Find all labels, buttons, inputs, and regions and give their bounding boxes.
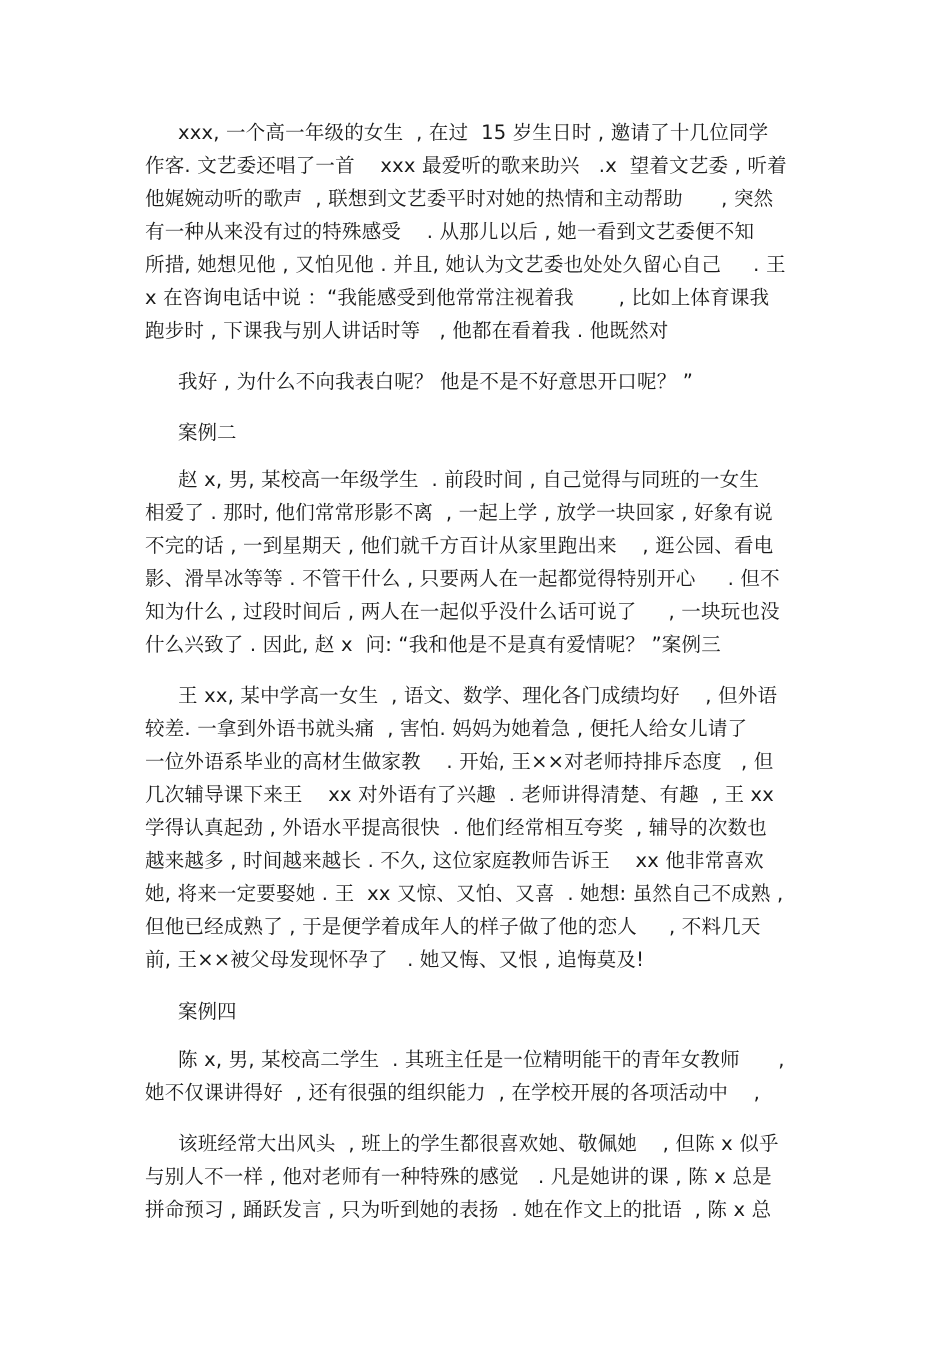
text-line: 她, 将来一定要娶她 . 王 xx 又惊、又怕、又喜 . 她想: 虽然自己不成熟 , [145,882,784,905]
text-line: 越来越多 , 时间越来越长 . 不久, 这位家庭教师告诉王 xx 他非常喜欢 [145,849,764,872]
text-line: 跑步时 , 下课我与别人讲话时等 , 他都在看着我 . 他既然对 [145,319,669,342]
case-four-heading: 案例四 [178,1000,237,1023]
text-line: xxx, 一个高一年级的女生 , 在过 15 岁生日时 , 邀请了十几位同学 [178,121,769,144]
text-line: 影、滑旱冰等等 . 不管干什么 , 只要两人在一起都觉得特别开心 . 但不 [145,567,780,590]
text-line: 相爱了 . 那时, 他们常常形影不离 , 一起上学 , 放学一块回家 , 好象有说 [145,501,773,524]
text-line: 前, 王××被父母发现怀孕了 . 她又悔、又恨 , 追悔莫及! [145,948,645,971]
text-line: 作客. 文艺委还唱了一首 xxx 最爱听的歌来助兴 .x 望着文艺委 , 听着 [145,154,787,177]
text-line: 有一种从来没有过的特殊感受 . 从那儿以后 , 她一看到文艺委便不知 [145,220,755,243]
text-line: 较差. 一拿到外语书就头痛 , 害怕. 妈妈为她着急 , 便托人给女儿请了 [145,717,748,740]
text-line: 一位外语系毕业的高材生做家教 . 开始, 王××对老师持排斥态度 , 但 [145,750,774,773]
text-line: 知为什么 , 过段时间后 , 两人在一起似乎没什么话可说了 , 一块玩也没 [145,600,780,623]
text-line: 陈 x, 男, 某校高二学生 . 其班主任是一位精明能干的青年女教师 , [178,1048,785,1071]
text-line: 与别人不一样 , 他对老师有一种特殊的感觉 . 凡是她讲的课 , 陈 x 总是 [145,1165,772,1188]
text-line: 拼命预习 , 踊跃发言 , 只为听到她的表扬 . 她在作文上的批语 , 陈 x 总 [145,1198,772,1221]
case-two-heading: 案例二 [178,421,237,444]
text-line: 学得认真起劲 , 外语水平提高很快 . 他们经常相互夸奖 , 辅导的次数也 [145,816,767,839]
text-line: 但他已经成熟了 , 于是便学着成年人的样子做了他的恋人 , 不料几天 [145,915,761,938]
text-line: 她不仅课讲得好 , 还有很强的组织能力 , 在学校开展的各项活动中 , [145,1081,761,1104]
text-line: 几次辅导课下来王 xx 对外语有了兴趣 . 老师讲得清楚、有趣 , 王 xx [145,783,775,806]
text-line: x 在咨询电话中说 ：“我能感受到他常常注视着我 , 比如上体育课我 [145,286,770,309]
text-line: 该班经常大出风头 , 班上的学生都很喜欢她、敬佩她 , 但陈 x 似乎 [178,1132,779,1155]
text-line: 不完的话 , 一到星期天 , 他们就千方百计从家里跑出来 , 逛公园、看电 [145,534,774,557]
text-line: 王 xx, 某中学高一女生 , 语文、数学、理化各门成绩均好 , 但外语 [178,684,778,707]
text-line: 什么兴致了 . 因此, 赵 x 问: “我和他是不是真有爱情呢？ ”案例三 [145,633,721,656]
text-line: 他娓婉动听的歌声 , 联想到文艺委平时对她的热情和主动帮助 , 突然 [145,187,774,210]
case-one-continuation: 我好 , 为什么不向我表白呢？ 他是不是不好意思开口呢？ ” [178,370,694,393]
text-line: 赵 x, 男, 某校高一年级学生 . 前段时间 , 自己觉得与同班的一女生 [178,468,760,491]
text-line: 所措, 她想见他 , 又怕见他 . 并且, 她认为文艺委也处处久留心自己 . 王 [145,253,786,276]
